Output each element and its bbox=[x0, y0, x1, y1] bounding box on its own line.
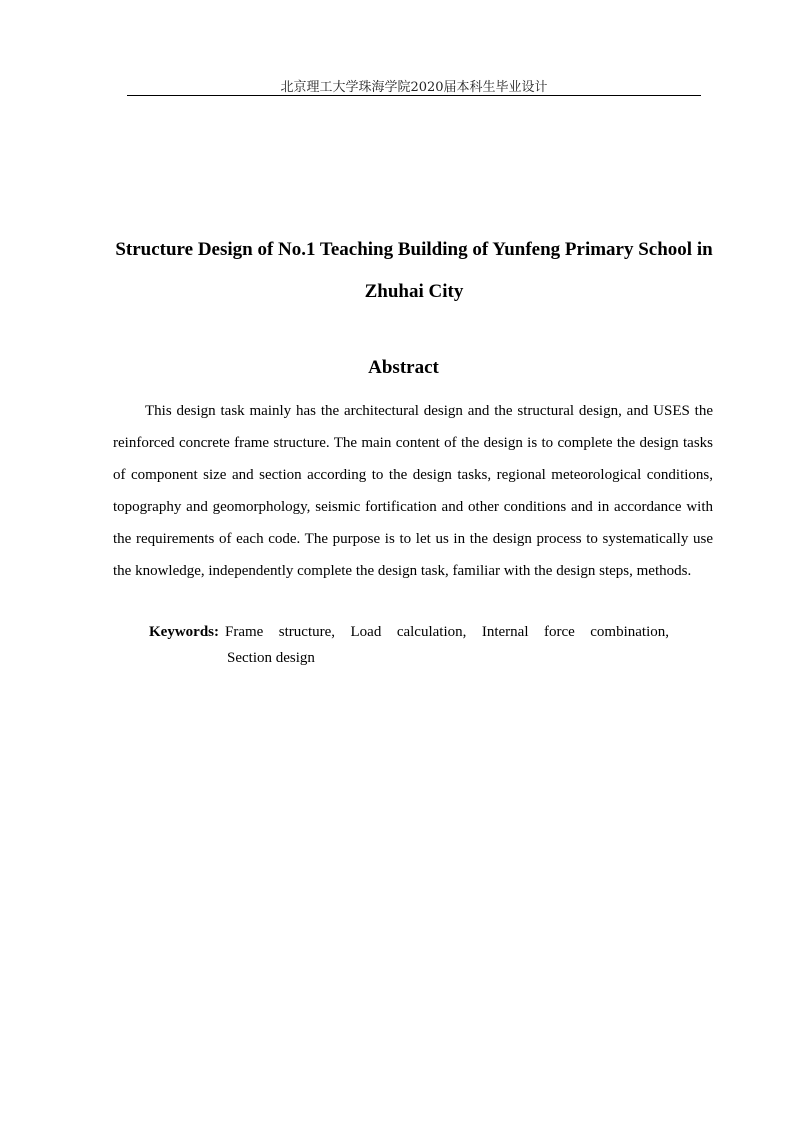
abstract-heading: Abstract bbox=[368, 357, 439, 378]
keywords-list-continued: Section design bbox=[227, 650, 315, 666]
page-header: 北京理工大学珠海学院2020届本科生毕业设计 bbox=[280, 80, 548, 95]
header-rule bbox=[127, 95, 701, 96]
abstract-body: This design task mainly has the architectural design and the structural design, and USES the reinforced concrete frame structure. The main content of the design is to complete the design tasks of component size and section according to the design tasks, regional meteorological conditions, topography and geomorphology, seismic fortification and other conditions and in accordance with the requirements of each code. The purpose is to let us in the design process to systematically use the knowledge, independently complete the design task, familiar with the design steps, methods. bbox=[113, 403, 713, 579]
thesis-title: Structure Design of No.1 Teaching Building of Yunfeng Primary School in Zhuhai City bbox=[115, 239, 713, 302]
keywords-label: Keywords: bbox=[149, 624, 219, 640]
keywords-list: Frame structure, Load calculation, Internal force combination, bbox=[225, 624, 669, 640]
keywords-line bbox=[149, 619, 669, 645]
